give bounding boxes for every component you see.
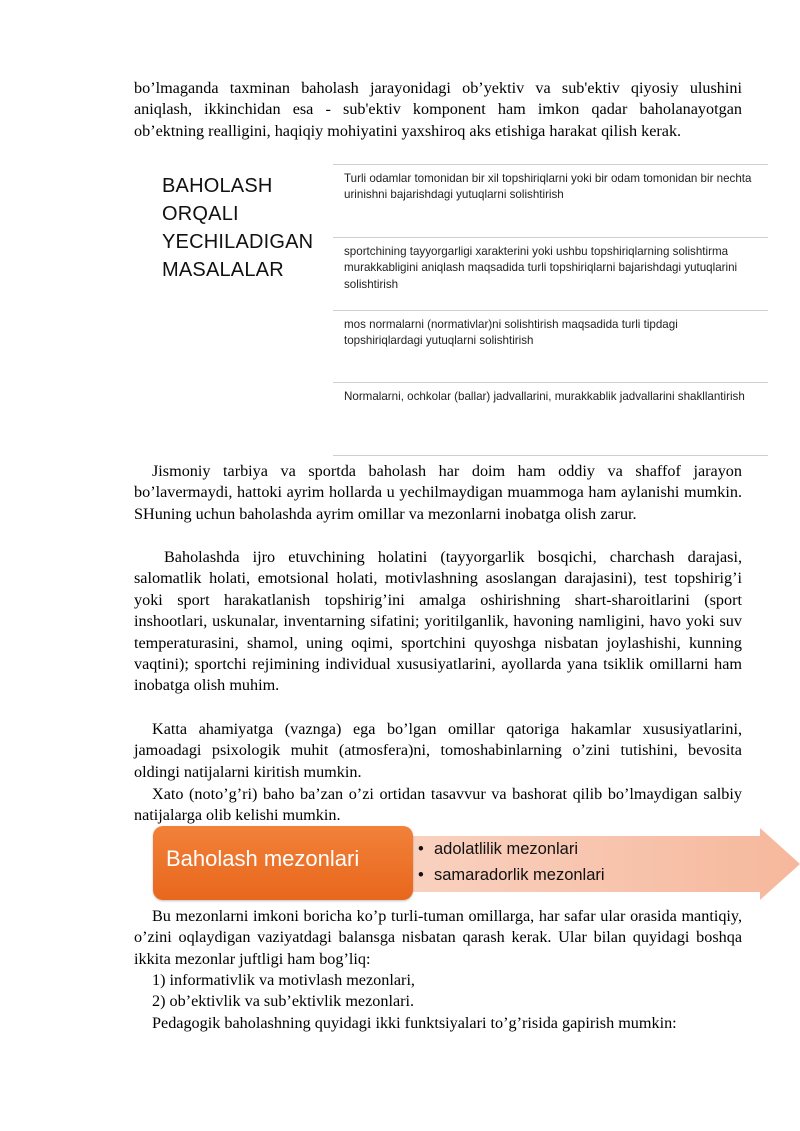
bullet-icon: • bbox=[418, 840, 424, 858]
list-item: 1) informativlik va motivlash mezonlari, bbox=[152, 971, 415, 989]
criteria-list bbox=[418, 836, 605, 888]
diagram-title-line: ORQALI bbox=[162, 203, 239, 225]
diagram-row-text: Normalarni, ochkolar (ballar) jadvallarini, murakkablik jadvallarini shakllantirish bbox=[344, 390, 745, 403]
criteria-item-text: adolatlilik mezonlari bbox=[434, 840, 578, 858]
diagram-row-text: mos normalarni (normativlar)ni solishtirish maqsadida turli tipdagi topshiriqlardagi yutuqlarni solishtirish bbox=[344, 318, 678, 348]
diagram-row bbox=[333, 310, 768, 348]
criteria-title: Baholash mezonlari bbox=[166, 846, 360, 871]
diagram-title-line: MASALALAR bbox=[162, 259, 284, 281]
paragraph: Pedagogik baholashning quyidagi ikki funktsiyalari to’g’risida gapirish mumkin: bbox=[152, 1014, 677, 1032]
diagram-title-line: BAHOLASH bbox=[162, 175, 273, 197]
paragraph: Xato (noto’g’ri) baho ba’zan o’zi ortidan tasavvur va bashorat qilib bo’lmaydigan salbiy natijalarga olib kelishi mumkin. bbox=[134, 785, 742, 825]
paragraph: Bu mezonlarni imkoni boricha ko’p turli-tuman omillarga, har safar ular orasida mantiqiy, o’zini oqlaydigan vaziyatdagi balansga nisbatan qarash kerak. Ular bilan quyidagi boshqa ikkita mezonlar juftligi ham bog’liq: bbox=[134, 907, 742, 968]
criteria-item bbox=[418, 862, 605, 888]
paragraph: Katta ahamiyatga (vaznga) ega bo’lgan omillar qatoriga hakamlar xususiyatlarini, jamoadagi psixologik muhit (atmosfera)ni, tomoshabinlarning o’zini tutishini, bevosita oldingi natijalarni kiritish mumkin. bbox=[134, 720, 742, 781]
criteria-item bbox=[418, 836, 605, 862]
criteria-item-text: samaradorlik mezonlari bbox=[434, 866, 605, 884]
diagram-row-text: Turli odamlar tomonidan bir xil topshiriqlarni yoki bir odam tomonidan bir nechta urinishni bajarishdagi yutuqlarni solishtirish bbox=[344, 172, 752, 202]
diagram-row bbox=[333, 382, 768, 403]
intro-paragraph: bo’lmaganda taxminan baholash jarayonidagi ob’yektiv va sub'ektiv qiyosiy ulushini aniqlash, ikkinchidan esa - sub'ektiv komponent ham imkon qadar baholanayotgan ob’ektning realligini, haqiqiy mohiyatini yaxshiroq aks etishiga harakat qilish kerak. bbox=[134, 79, 742, 140]
diagram-row bbox=[333, 164, 768, 202]
diagram-title bbox=[162, 172, 332, 284]
criteria-title-box bbox=[153, 826, 413, 900]
diagram-divider bbox=[333, 455, 768, 456]
paragraph: Baholashda ijro etuvchining holatini (tayyorgarlik bosqichi, charchash darajasi, salomatlik holati, emotsional holati, motivlashning asoslangan darajasini), test topshirig’i yoki sport harakatlanish topshirig’ini amalga oshirishning shart-sharoitlarini (sport inshootlari, uskunalar, inventarning sifatini; yoritilganlik, havoning namligini, havo yoki suv temperaturasini, shamol, uning oqimi, sportchini quyoshga nisbatan joylashishi, kunning vaqtini); sportchi rejimining individual xususiyatlarini, ayollarda yana tsiklik omillarni ham inobatga olish muhim. bbox=[134, 548, 742, 695]
diagram-row bbox=[333, 237, 768, 291]
diagram-title-line: YECHILADIGAN bbox=[162, 231, 314, 253]
diagram-row-text: sportchining tayyorgarligi xarakterini yoki ushbu topshiriqlarning solishtirma murakkabligini aniqlash maqsadida turli topshiriqlarni bajarishdagi yutuqlarini solishtirish bbox=[344, 245, 738, 291]
paragraph: Jismoniy tarbiya va sportda baholash har doim ham oddiy va shaffof jarayon bo’lavermaydi, hattoki ayrim hollarda u yechilmaydigan muammoga ham aylanishi mumkin. SHuning uchun baholashda ayrim omillar va mezonlarni inobatga olish zarur. bbox=[134, 462, 742, 523]
bullet-icon: • bbox=[418, 866, 424, 884]
list-item: 2) ob’ektivlik va sub’ektivlik mezonlari. bbox=[152, 992, 415, 1010]
